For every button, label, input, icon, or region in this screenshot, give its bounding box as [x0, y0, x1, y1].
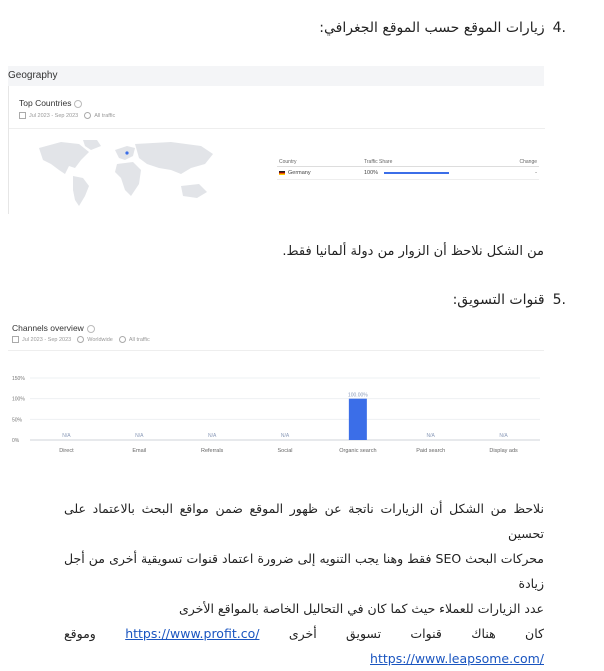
- leapsome-link[interactable]: https://www.leapsome.com/: [370, 651, 544, 666]
- bar: [349, 399, 367, 440]
- geography-conclusion: من الشكل نلاحظ أن الزوار من دولة ألمانيا فقط.: [282, 244, 544, 259]
- calendar-icon: [12, 336, 19, 343]
- globe-icon: [77, 336, 84, 343]
- x-tick-label: Paid search: [416, 448, 446, 454]
- traffic-share-bar: [384, 172, 449, 174]
- channels-overview-title: Channels overview: [12, 323, 95, 333]
- date-range: Jul 2023 - Sep 2023: [22, 336, 72, 343]
- conclusion-line-1: نلاحظ من الشكل أن الزيارات ناتجة عن ظهور الموقع ضمن مواقع البحث بالاعتماد على تحسين: [64, 501, 544, 541]
- calendar-icon: [19, 112, 26, 119]
- geography-screenshot: [8, 66, 544, 214]
- y-tick-label: 0%: [12, 438, 20, 444]
- traffic-filter: All traffic: [94, 112, 116, 119]
- y-tick-label: 50%: [12, 417, 23, 424]
- channels-screenshot: [8, 318, 544, 458]
- y-tick-label: 100%: [12, 396, 25, 403]
- change-value: -: [535, 170, 537, 176]
- data-label: N/A: [280, 433, 290, 439]
- traffic-share-value: 100%: [364, 170, 379, 176]
- conclusion-line-4: كان هناك قنوات تسويق أخرى https://www.profit.co/ وموقع https://www.leapsome.com/: [64, 626, 544, 666]
- channels-bar-chart: [8, 368, 544, 458]
- x-tick-label: Referrals: [200, 448, 224, 454]
- section-4-heading: [319, 20, 566, 36]
- profit-link[interactable]: https://www.profit.co/: [125, 626, 260, 641]
- data-label: N/A: [62, 433, 71, 439]
- section-number: .4: [552, 20, 566, 36]
- traffic-icon: [119, 336, 126, 343]
- germany-flag-icon: [279, 171, 285, 175]
- data-label: N/A: [135, 433, 144, 439]
- traffic-filter: All traffic: [128, 336, 150, 343]
- date-range: Jul 2023 - Sep 2023: [29, 112, 79, 119]
- data-label: 100.00%: [347, 392, 368, 399]
- data-label: N/A: [499, 433, 508, 439]
- x-tick-label: Display ads: [489, 448, 518, 454]
- x-tick-label: Direct: [59, 448, 74, 454]
- header-country: Country: [279, 159, 297, 165]
- world-map: [31, 138, 231, 208]
- x-tick-label: Social: [277, 448, 293, 454]
- card-meta: [19, 112, 115, 119]
- divider: [9, 128, 545, 129]
- data-label: N/A: [207, 433, 217, 439]
- table-row: [277, 167, 539, 180]
- conclusion-line-3: عدد الزيارات للعملاء حيث كما كان في التحاليل الخاصة بالمواقع الأخرى: [178, 601, 544, 616]
- channels-conclusion: [64, 496, 544, 671]
- x-tick-label: Organic search: [339, 448, 377, 454]
- y-tick-label: 150%: [12, 376, 25, 382]
- conclusion-line-2: محركات البحث SEO فقط وهنا يجب التنويه إلى ضرورة اعتماد قنوات تسويقية أخرى من أجل زيادة: [64, 551, 544, 591]
- table-header: [277, 156, 539, 167]
- section-title: زيارات الموقع حسب الموقع الجغرافي:: [319, 20, 545, 36]
- section-5-heading: [453, 292, 566, 308]
- data-label: N/A: [426, 433, 435, 439]
- section-title: قنوات التسويق:: [452, 292, 545, 308]
- country-name: Germany: [288, 170, 311, 176]
- info-icon: [74, 100, 82, 108]
- section-number: .5: [552, 292, 566, 308]
- card-meta: [12, 336, 150, 343]
- top-countries-title: Top Countries: [19, 98, 82, 108]
- divider: [8, 350, 544, 351]
- header-change: Change: [519, 159, 537, 165]
- countries-table: [277, 156, 539, 180]
- geography-panel-title: Geography: [8, 70, 58, 81]
- info-icon: [87, 325, 95, 333]
- x-tick-label: Email: [132, 448, 147, 454]
- header-traffic-share: Traffic Share: [364, 159, 393, 165]
- traffic-icon: [84, 112, 91, 119]
- germany-marker: [125, 151, 128, 154]
- region: Worldwide: [87, 336, 113, 343]
- top-countries-card: [8, 86, 545, 214]
